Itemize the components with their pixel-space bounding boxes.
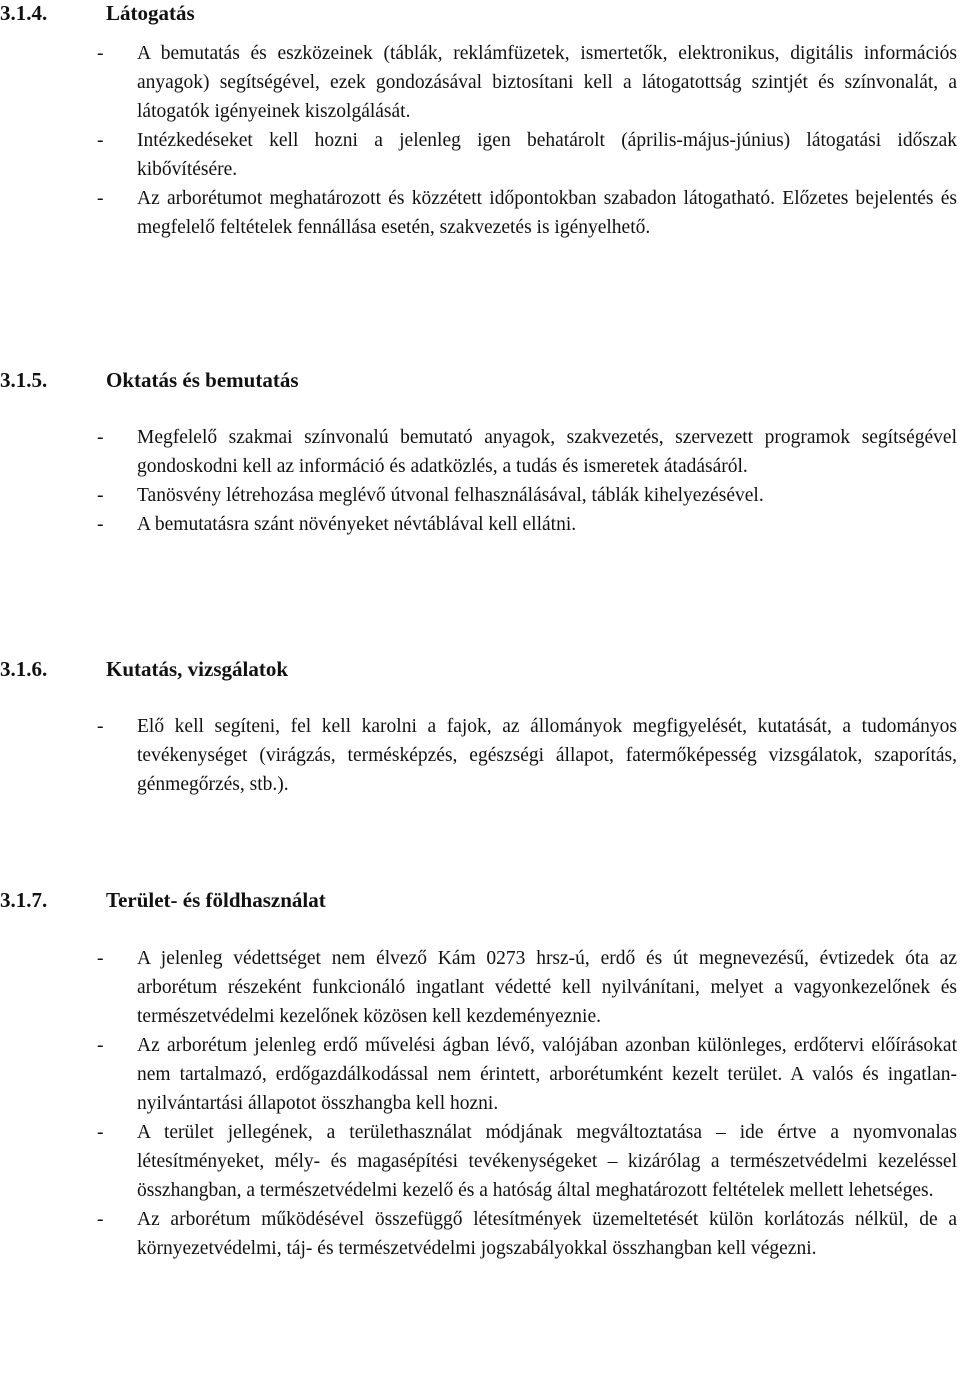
list-item [0,423,960,481]
section-number: 3.1.6. [0,657,48,681]
bullet-list [0,39,960,242]
list-item-text: Intézkedéseket kell hozni a jelenleg igen behatárolt (április-május-június) látogatási időszak kibővítésére. [137,130,957,180]
section-title: Látogatás [106,1,195,25]
dash-bullet: - [97,130,104,151]
dash-bullet: - [97,485,104,506]
dash-bullet: - [97,188,104,209]
section-3-1-6 [0,656,960,799]
section-title: Oktatás és bemutatás [106,368,299,392]
list-item [0,712,960,799]
list-item-text: Az arborétum jelenleg erdő művelési ágban lévő, valójában azonban különleges, erdőtervi előírásokat nem tartalmazó, erdőgazdálkodással nem érintett, arborétumként kezelt terület. A valós és ingatlan-nyilvántartási állapotot összhangba kell hozni. [137,1035,957,1114]
section-number: 3.1.4. [0,1,48,25]
section-heading [0,887,960,917]
bullet-list [0,423,960,539]
section-heading [0,0,960,30]
section-number: 3.1.5. [0,368,48,392]
list-item [0,1031,960,1118]
list-item [0,184,960,242]
section-3-1-7 [0,887,960,1263]
dash-bullet: - [97,948,104,969]
dash-bullet: - [97,1122,104,1143]
section-title: Terület- és földhasználat [106,888,326,912]
list-item-text: A bemutatás és eszközeinek (táblák, reklámfüzetek, ismertetők, elektronikus, digitális információs anyagok) segítségével, ezek gondozásával biztosítani kell a látogatottság szintjét és színvonalát, a látogatók igényeinek kiszolgálását. [137,43,957,122]
list-item-text: A terület jellegének, a területhasználat módjának megváltoztatása – ide értve a nyomvonalas létesítményeket, mély- és magasépítési tevékenységeket – kizárólag a természetvédelmi kezeléssel összhangban, a természetvédelmi kezelő és a hatóság által meghatározott feltételek mellett lehetséges. [137,1122,957,1201]
list-item [0,481,960,510]
list-item [0,944,960,1031]
section-title: Kutatás, vizsgálatok [106,657,289,681]
list-item-text: A bemutatásra szánt növényeket névtáblával kell ellátni. [137,514,577,535]
dash-bullet: - [97,1209,104,1230]
list-item [0,39,960,126]
list-item-text: Tanösvény létrehozása meglévő útvonal felhasználásával, táblák kihelyezésével. [137,485,764,506]
section-number: 3.1.7. [0,888,48,912]
section-heading [0,656,960,686]
list-item-text: Megfelelő szakmai színvonalú bemutató anyagok, szakvezetés, szervezett programok segítségével gondoskodni kell az információ és adatközlés, a tudás és ismeretek átadásáról. [137,427,957,477]
section-heading [0,367,960,397]
list-item-text: A jelenleg védettséget nem élvező Kám 0273 hrsz-ú, erdő és út megnevezésű, évtizedek óta az arborétum részeként funkcionáló ingatlant védetté kell nyilvánítani, melyet a vagyonkezelőnek és természetvédelmi kezelőnek közösen kell kezdeményeznie. [137,948,957,1027]
dash-bullet: - [97,1035,104,1056]
section-3-1-4 [0,0,960,242]
list-item [0,1118,960,1205]
section-3-1-5 [0,367,960,539]
dash-bullet: - [97,514,104,535]
list-item [0,1205,960,1263]
list-item-text: Az arborétumot meghatározott és közzétett időpontokban szabadon látogatható. Előzetes bejelentés és megfelelő feltételek fennállása esetén, szakvezetés is igényelhető. [137,188,957,238]
bullet-list [0,944,960,1263]
list-item-text: Elő kell segíteni, fel kell karolni a fajok, az állományok megfigyelését, kutatását, a tudományos tevékenységet (virágzás, termésképzés, egészségi állapot, fatermőképesség vizsgálatok, szaporítás, génmegőrzés, stb.). [137,716,957,795]
list-item [0,126,960,184]
list-item-text: Az arborétum működésével összefüggő létesítmények üzemeltetését külön korlátozás nélkül, de a környezetvédelmi, táj- és természetvédelmi jogszabályokkal összhangban kell végezni. [137,1209,957,1259]
list-item [0,510,960,539]
dash-bullet: - [97,716,104,737]
dash-bullet: - [97,427,104,448]
dash-bullet: - [97,43,104,64]
bullet-list [0,712,960,799]
